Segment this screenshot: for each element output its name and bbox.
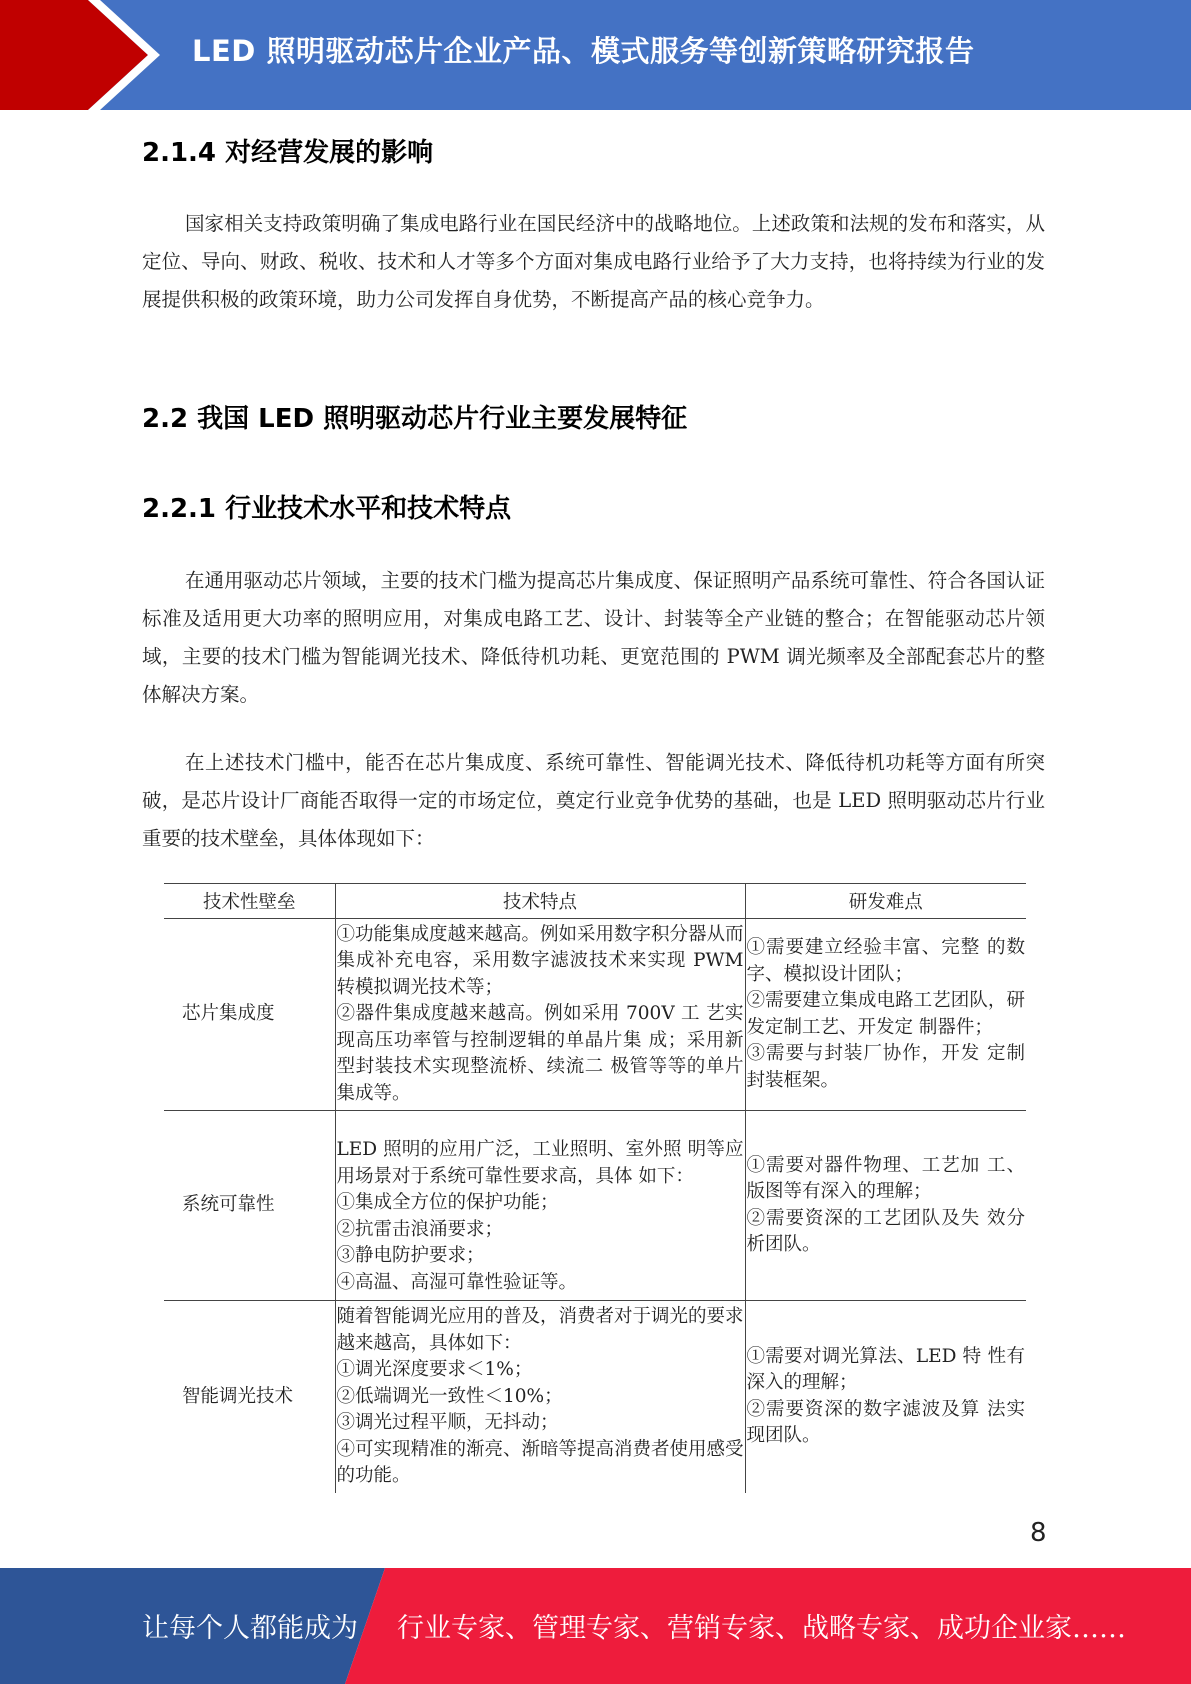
barrier-cell: 智能调光技术 <box>164 1301 335 1493</box>
difficulty-item: ②需要建立集成电路工艺团队，研发定制工艺、开发定 制器件； <box>746 990 1025 1038</box>
difficulty-item: ①需要对器件物理、工艺加 工、版图等有深入的理解； <box>746 1154 1025 1202</box>
difficulties-cell <box>745 1111 1026 1301</box>
page-number: 8 <box>1030 1518 1047 1548</box>
section-heading-2-2-1: 2.2.1 行业技术水平和技术特点 <box>142 494 512 524</box>
feature-item: ③静电防护要求； <box>336 1245 485 1266</box>
feature-item: ③调光过程平顺，无抖动； <box>336 1412 559 1433</box>
feature-item: ①调光深度要求＜1%； <box>336 1359 533 1380</box>
difficulties-cell <box>745 1301 1026 1493</box>
table-header-cell: 技术特点 <box>335 884 745 919</box>
features-cell <box>335 1111 745 1301</box>
page-footer <box>0 1568 1191 1684</box>
footer-slogan-left: 让每个人都能成为 <box>142 1613 358 1644</box>
feature-item: ②抗雷击浪涌要求； <box>336 1218 504 1240</box>
feature-item: LED 照明的应用广泛，工业照明、室外照 明等应用场景对于系统可靠性要求高，具体 如下： <box>336 1139 744 1187</box>
feature-item: ①功能集成度越来越高。例如采用数字积分器从而集成补充电容，采用数字滤波技术来实现 PWM 转模拟调光技术等； <box>336 923 744 998</box>
feature-item: ②低端调光一致性＜10%； <box>336 1385 563 1407</box>
paragraph-tech-barrier: 在上述技术门槛中，能否在芯片集成度、系统可靠性、智能调光技术、降低待机功耗等方面有所突破，是芯片设计厂商能否取得一定的市场定位，奠定行业竞争优势的基础，也是 LED 照明驱动芯片行业重要的技术壁垒，具体体现如下： <box>142 751 1045 850</box>
feature-item: 随着智能调光应用的普及，消费者对于调光的要求越来越高，具体如下： <box>336 1306 744 1354</box>
page-header <box>0 0 1191 110</box>
difficulty-item: ③需要与封装厂协作，开发 定制封装框架。 <box>746 1043 1025 1091</box>
footer-slogan-right: 行业专家、管理专家、营销专家、战略专家、成功企业家…… <box>397 1613 1126 1644</box>
barrier-cell: 芯片集成度 <box>164 919 335 1111</box>
paragraph-tech-threshold: 在通用驱动芯片领域，主要的技术门槛为提高芯片集成度、保证照明产品系统可靠性、符合各国认证标准及适用更大功率的照明应用，对集成电路工艺、设计、封装等全产业链的整合；在智能驱动芯片领域，主要的技术门槛为智能调光技术、降低待机功耗、更宽范围的 PWM 调光频率及全部配套芯片的整体解决方案。 <box>142 569 1045 706</box>
barrier-cell: 系统可靠性 <box>164 1111 335 1301</box>
table-header-cell: 研发难点 <box>745 884 1026 919</box>
difficulties-cell <box>745 919 1026 1111</box>
table-header-row <box>164 884 1026 919</box>
table-header-cell: 技术性壁垒 <box>164 884 335 919</box>
table-row <box>164 919 1026 1111</box>
features-cell <box>335 919 745 1111</box>
feature-item: ①集成全方位的保护功能； <box>336 1192 559 1213</box>
paragraph-policy-impact: 国家相关支持政策明确了集成电路行业在国民经济中的战略地位。上述政策和法规的发布和落实，从定位、导向、财政、税收、技术和人才等多个方面对集成电路行业给予了大力支持，也将持续为行业的发展提供积极的政策环境，助力公司发挥自身优势，不断提高产品的核心竞争力。 <box>142 212 1045 311</box>
header-title: LED 照明驱动芯片企业产品、模式服务等创新策略研究报告 <box>192 34 975 68</box>
features-cell <box>335 1301 745 1493</box>
feature-item: ④高温、高湿可靠性验证等。 <box>336 1271 578 1293</box>
table-row <box>164 1111 1026 1301</box>
section-heading-2-2: 2.2 我国 LED 照明驱动芯片行业主要发展特征 <box>142 404 688 434</box>
tech-barrier-table <box>164 883 1026 1493</box>
difficulty-item: ①需要对调光算法、LED 特 性有深入的理解； <box>746 1345 1025 1394</box>
difficulty-item: ②需要资深的数字滤波及算 法实现团队。 <box>746 1398 1025 1447</box>
difficulty-item: ②需要资深的工艺团队及失 效分析团队。 <box>746 1207 1025 1255</box>
section-heading-2-1-4: 2.1.4 对经营发展的影响 <box>142 138 434 168</box>
feature-item: ④可实现精准的渐亮、渐暗等提高消费者使用感受的功能。 <box>336 1438 744 1486</box>
table-row <box>164 1301 1026 1493</box>
feature-item: ②器件集成度越来越高。例如采用 700V 工 艺实现高压功率管与控制逻辑的单晶片集 成；采用新型封装技术实现整流桥、续流二 极管等等的单片集成等。 <box>336 1003 744 1104</box>
difficulty-item: ①需要建立经验丰富、完整 的数字、模拟设计团队； <box>746 937 1025 985</box>
